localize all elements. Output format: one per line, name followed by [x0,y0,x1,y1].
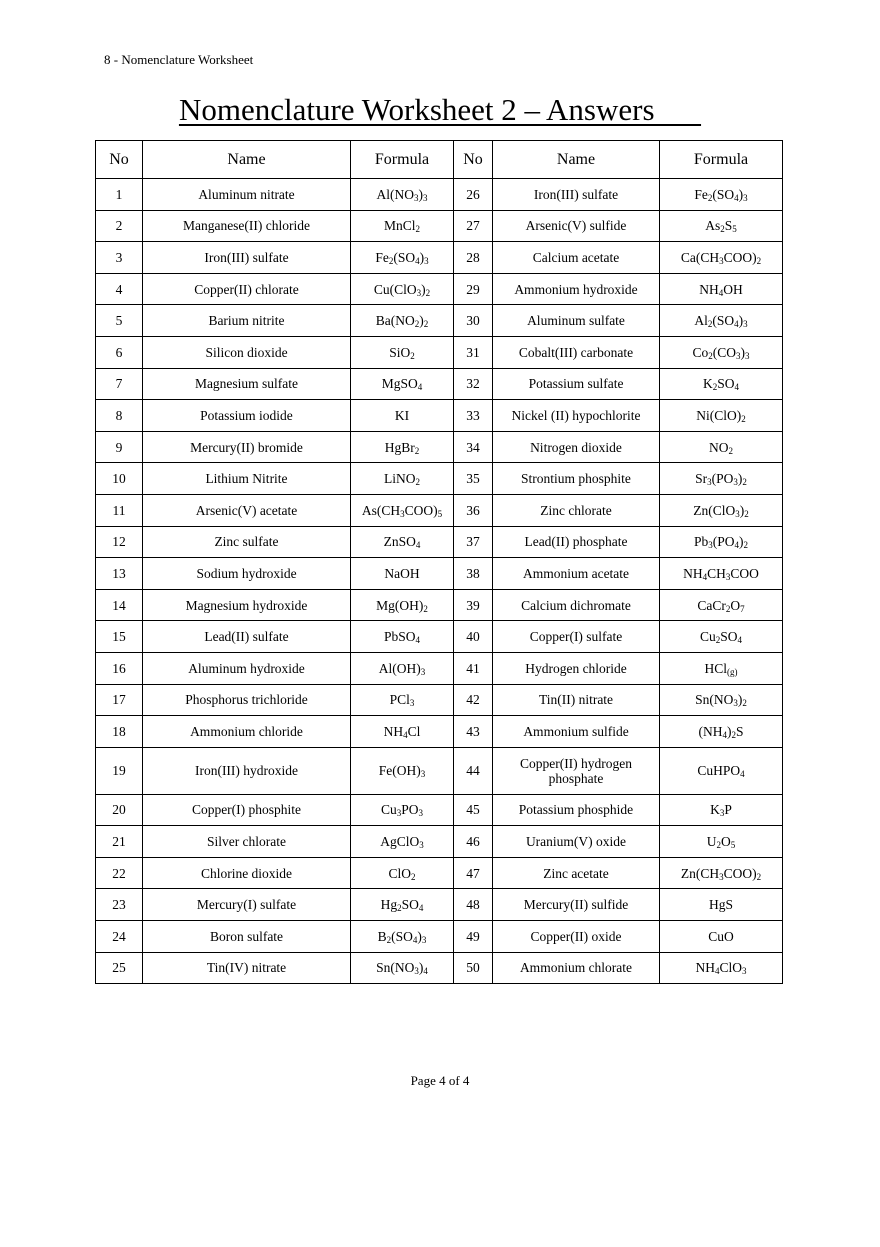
entry-number: 29 [454,273,493,305]
compound-formula: $Ba(NO_2)_2$ [351,305,454,337]
entry-number: 49 [454,921,493,953]
compound-name: Copper(II) oxide [493,921,660,953]
column-header-formula-2: Formula [660,141,783,179]
compound-name: Nitrogen dioxide [493,431,660,463]
compound-formula: ZnSO$_4$ [351,526,454,558]
compound-formula: $Ni(ClO)_2$ [660,400,783,432]
entry-number: 23 [96,889,143,921]
compound-name: Boron sulfate [143,921,351,953]
entry-number: 22 [96,857,143,889]
entry-number: 14 [96,589,143,621]
table-row [96,889,783,921]
entry-number: 35 [454,463,493,495]
compound-name: Copper(II) hydrogen phosphate [493,747,660,794]
entry-number: 20 [96,794,143,826]
compound-formula: $Fe_2(SO_4)_3$ [660,179,783,211]
compound-name: Arsenic(V) acetate [143,494,351,526]
table-row [96,526,783,558]
compound-formula: KI [351,400,454,432]
compound-name: Cobalt(III) carbonate [493,336,660,368]
compound-formula: HgBr$_2$ [351,431,454,463]
table-row [96,368,783,400]
compound-formula: $B_2(SO_4)_3$ [351,921,454,953]
compound-formula: AgClO$_3$ [351,826,454,858]
entry-number: 12 [96,526,143,558]
compound-formula: $Al(NO_3)_3$ [351,179,454,211]
compound-name: Potassium sulfate [493,368,660,400]
entry-number: 15 [96,621,143,653]
compound-name: Uranium(V) oxide [493,826,660,858]
compound-name: Ammonium chloride [143,716,351,748]
entry-number: 33 [454,400,493,432]
table-row [96,494,783,526]
compound-formula: LiNO$_2$ [351,463,454,495]
compound-formula: $Fe(OH)_3$ [351,747,454,794]
entry-number: 3 [96,242,143,274]
table-row [96,400,783,432]
entry-number: 41 [454,652,493,684]
compound-formula: $Al_2(SO_4)_3$ [660,305,783,337]
compound-formula: $Pb_3(PO_4)_2$ [660,526,783,558]
compound-name: Tin(IV) nitrate [143,952,351,984]
compound-formula: $Zn(CH_3COO)_2$ [660,857,783,889]
entry-number: 25 [96,952,143,984]
compound-name: Silver chlorate [143,826,351,858]
table-row [96,794,783,826]
compound-name: Calcium dichromate [493,589,660,621]
compound-name: Barium nitrite [143,305,351,337]
compound-formula: $Zn(ClO_3)_2$ [660,494,783,526]
entry-number: 43 [454,716,493,748]
entry-number: 48 [454,889,493,921]
compound-formula: $Cu_2SO_4$ [660,621,783,653]
compound-name: Ammonium hydroxide [493,273,660,305]
entry-number: 32 [454,368,493,400]
table-row [96,463,783,495]
compound-name: Iron(III) hydroxide [143,747,351,794]
compound-formula: MnCl$_2$ [351,210,454,242]
page-title-container [0,92,880,128]
compound-formula: $Hg_2SO_4$ [351,889,454,921]
entry-number: 39 [454,589,493,621]
table-row [96,179,783,211]
entry-number: 30 [454,305,493,337]
compound-name: Potassium phosphide [493,794,660,826]
compound-name: Hydrogen chloride [493,652,660,684]
table-row [96,558,783,590]
entry-number: 50 [454,952,493,984]
entry-number: 21 [96,826,143,858]
entry-number: 44 [454,747,493,794]
compound-formula: $(NH_4)_2S$ [660,716,783,748]
entry-number: 16 [96,652,143,684]
table-row [96,242,783,274]
table-header-row [96,141,783,179]
entry-number: 45 [454,794,493,826]
column-header-name-2: Name [493,141,660,179]
entry-number: 38 [454,558,493,590]
compound-name: Ammonium acetate [493,558,660,590]
entry-number: 31 [454,336,493,368]
compound-formula: $NH_4CH_3COO$ [660,558,783,590]
compound-name: Strontium phosphite [493,463,660,495]
compound-formula: HgS [660,889,783,921]
compound-formula: $Al(OH)_3$ [351,652,454,684]
compound-name: Magnesium sulfate [143,368,351,400]
table-row [96,431,783,463]
entry-number: 24 [96,921,143,953]
compound-name: Manganese(II) chloride [143,210,351,242]
compound-formula: $As(CH_3COO)_5$ [351,494,454,526]
entry-number: 36 [454,494,493,526]
entry-number: 5 [96,305,143,337]
page-title: Nomenclature Worksheet 2 – Answers [178,92,702,127]
table-row [96,857,783,889]
compound-name: Aluminum sulfate [493,305,660,337]
compound-formula: ClO$_2$ [351,857,454,889]
compound-formula: $Sn(NO_3)_2$ [660,684,783,716]
compound-formula: $Cu(ClO_3)_2$ [351,273,454,305]
compound-name: Copper(II) chlorate [143,273,351,305]
table-row [96,652,783,684]
compound-name: Zinc sulfate [143,526,351,558]
entry-number: 47 [454,857,493,889]
compound-name: Tin(II) nitrate [493,684,660,716]
table-row [96,826,783,858]
compound-formula: $NH_4ClO_3$ [660,952,783,984]
column-header-no-2: No [454,141,493,179]
entry-number: 13 [96,558,143,590]
entry-number: 8 [96,400,143,432]
compound-formula: $As_2S_5$ [660,210,783,242]
entry-number: 28 [454,242,493,274]
entry-number: 34 [454,431,493,463]
compound-name: Calcium acetate [493,242,660,274]
table-row [96,952,783,984]
compound-name: Nickel (II) hypochlorite [493,400,660,432]
compound-name: Copper(I) sulfate [493,621,660,653]
compound-formula: $K_2SO_4$ [660,368,783,400]
table-row [96,747,783,794]
compound-name: Iron(III) sulfate [143,242,351,274]
compound-name: Mercury(I) sulfate [143,889,351,921]
compound-name: Ammonium chlorate [493,952,660,984]
entry-number: 46 [454,826,493,858]
entry-number: 10 [96,463,143,495]
compound-formula: $K_3P$ [660,794,783,826]
compound-formula: HCl$_{(g)}$ [660,652,783,684]
column-header-no: No [96,141,143,179]
compound-name: Aluminum hydroxide [143,652,351,684]
compound-formula: $Co_2(CO_3)_3$ [660,336,783,368]
compound-name: Aluminum nitrate [143,179,351,211]
compound-name: Ammonium sulfide [493,716,660,748]
compound-formula: SiO$_2$ [351,336,454,368]
compound-formula: $Mg(OH)_2$ [351,589,454,621]
compound-formula: $NO_2$ [660,431,783,463]
compound-name: Zinc acetate [493,857,660,889]
compound-name: Silicon dioxide [143,336,351,368]
column-header-formula: Formula [351,141,454,179]
table-row [96,684,783,716]
compound-name: Magnesium hydroxide [143,589,351,621]
entry-number: 9 [96,431,143,463]
compound-formula: NaOH [351,558,454,590]
entry-number: 7 [96,368,143,400]
entry-number: 42 [454,684,493,716]
compound-name: Phosphorus trichloride [143,684,351,716]
compound-formula: MgSO$_4$ [351,368,454,400]
compound-name: Lithium Nitrite [143,463,351,495]
compound-name: Chlorine dioxide [143,857,351,889]
entry-number: 27 [454,210,493,242]
compound-name: Lead(II) sulfate [143,621,351,653]
compound-formula: PCl$_3$ [351,684,454,716]
table-row [96,210,783,242]
entry-number: 26 [454,179,493,211]
compound-name: Mercury(II) bromide [143,431,351,463]
entry-number: 17 [96,684,143,716]
table-row [96,273,783,305]
compound-formula: $U_2O_5$ [660,826,783,858]
compound-name: Copper(I) phosphite [143,794,351,826]
column-header-name: Name [143,141,351,179]
compound-name: Lead(II) phosphate [493,526,660,558]
compound-formula: $NH_4OH$ [660,273,783,305]
entry-number: 11 [96,494,143,526]
table-row [96,716,783,748]
compound-formula: $Sr_3(PO_3)_2$ [660,463,783,495]
compound-formula: $Cu_3PO_3$ [351,794,454,826]
compound-formula: CuO [660,921,783,953]
compound-name: Zinc chlorate [493,494,660,526]
nomenclature-table [95,140,783,984]
compound-name: Potassium iodide [143,400,351,432]
compound-formula: PbSO$_4$ [351,621,454,653]
compound-formula: CuHPO$_4$ [660,747,783,794]
table-row [96,621,783,653]
compound-name: Sodium hydroxide [143,558,351,590]
table-row [96,921,783,953]
compound-formula: $Sn(NO_3)_4$ [351,952,454,984]
entry-number: 19 [96,747,143,794]
table-body [96,179,783,984]
entry-number: 2 [96,210,143,242]
compound-name: Iron(III) sulfate [493,179,660,211]
page-number: Page 4 of 4 [410,1073,470,1088]
table-row [96,305,783,337]
compound-formula: $NH_4Cl$ [351,716,454,748]
table-row [96,589,783,621]
entry-number: 37 [454,526,493,558]
entry-number: 18 [96,716,143,748]
header-note: 8 - Nomenclature Worksheet [104,52,254,67]
compound-name: Mercury(II) sulfide [493,889,660,921]
entry-number: 4 [96,273,143,305]
table-row [96,336,783,368]
entry-number: 40 [454,621,493,653]
entry-number: 6 [96,336,143,368]
compound-formula: $Fe_2(SO_4)_3$ [351,242,454,274]
entry-number: 1 [96,179,143,211]
compound-formula: $CaCr_2O_7$ [660,589,783,621]
compound-formula: $Ca(CH_3COO)_2$ [660,242,783,274]
compound-name: Arsenic(V) sulfide [493,210,660,242]
